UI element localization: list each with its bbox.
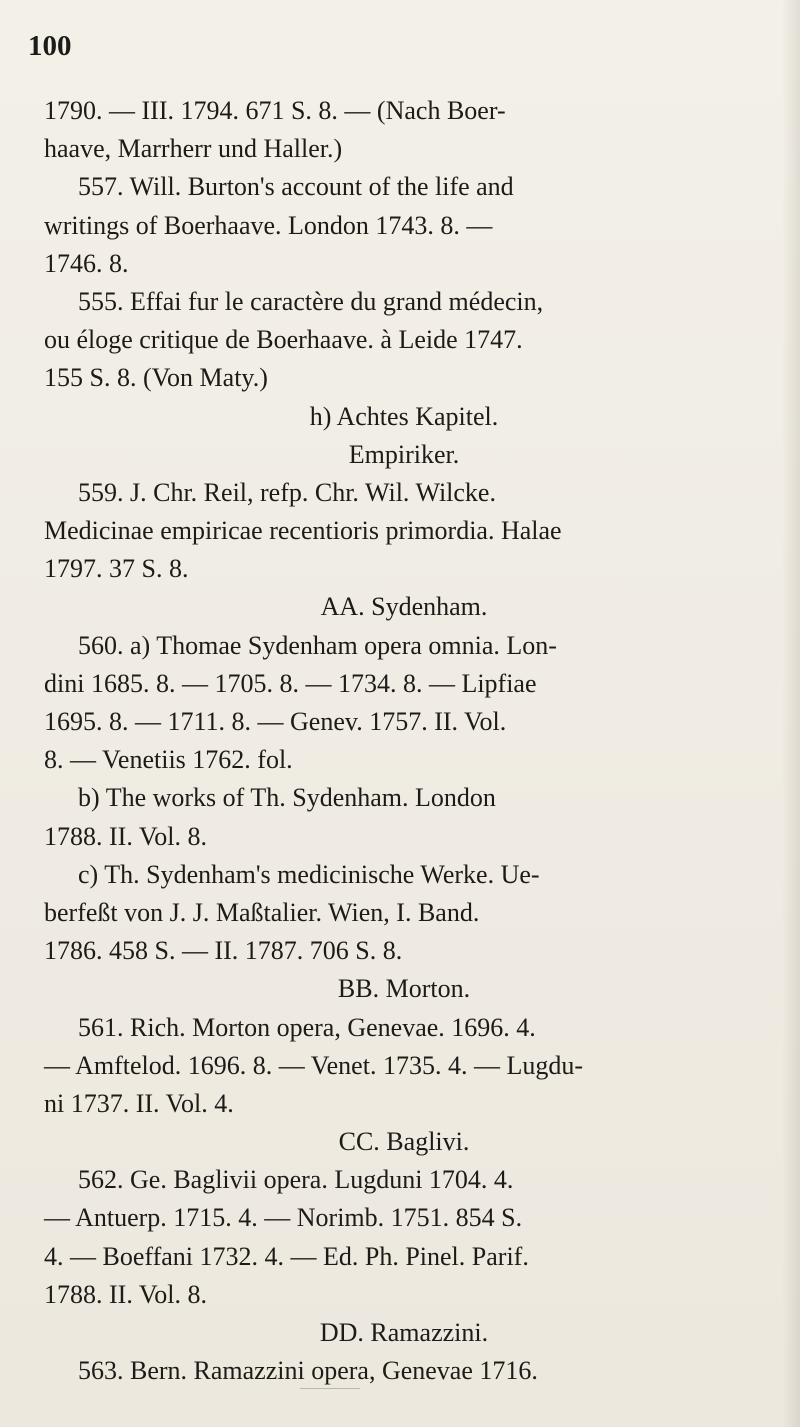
- text-line: haave, Marrherr und Haller.): [44, 134, 343, 164]
- text-line: 1746. 8.: [44, 248, 129, 278]
- text-line: 1788. II. Vol. 8.: [44, 821, 207, 851]
- section-heading: h) Achtes Kapitel.: [309, 401, 499, 431]
- text-line: 557. Will. Burton's account of the life and: [78, 172, 514, 202]
- text-line: Medicinae empiricae recentioris primordia. Halae: [44, 516, 562, 546]
- page-number: 100: [28, 30, 72, 62]
- text-line: 561. Rich. Morton opera, Genevae. 1696. 4.: [78, 1012, 536, 1042]
- text-line: 1788. II. Vol. 8.: [44, 1279, 207, 1309]
- text-line: 1695. 8. — 1711. 8. — Genev. 1757. II. Vol.: [44, 707, 507, 736]
- text-line: ni 1737. II. Vol. 4.: [44, 1088, 234, 1118]
- text-line: 563. Bern. Ramazzini opera, Genevae 1716.: [78, 1356, 538, 1386]
- text-line: c) Th. Sydenham's medicinische Werke. Ue-: [78, 859, 540, 889]
- text-line: ou éloge critique de Boerhaave. à Leide 1747.: [44, 325, 523, 355]
- text-line: 555. Effai fur le caractère du grand médecin,: [78, 286, 544, 316]
- author-heading: CC. Baglivi.: [338, 1127, 470, 1157]
- text-line: 562. Ge. Baglivii opera. Lugduni 1704. 4.: [78, 1165, 514, 1195]
- text-line: — Antuerp. 1715. 4. — Norimb. 1751. 854 S.: [44, 1203, 523, 1233]
- text-line: — Amftelod. 1696. 8. — Venet. 1735. 4. — Lugdu-: [44, 1050, 583, 1080]
- text-line: berfeßt von J. J. Maßtalier. Wien, I. Band.: [44, 897, 480, 927]
- text-line: 1790. — III. 1794. 671 S. 8. — (Nach Boer-: [44, 96, 506, 125]
- text-line: 155 S. 8. (Von Maty.): [44, 363, 268, 393]
- author-heading: BB. Morton.: [337, 974, 471, 1004]
- scan-mark: [300, 1388, 360, 1392]
- text-line: 559. J. Chr. Reil, refp. Chr. Wil. Wilcke.: [78, 477, 496, 507]
- bibliography-text: [44, 92, 764, 1390]
- text-line: 4. — Boeffani 1732. 4. — Ed. Ph. Pinel. Parif.: [44, 1241, 529, 1271]
- text-line: 1786. 458 S. — II. 1787. 706 S. 8.: [44, 936, 403, 966]
- text-line: dini 1685. 8. — 1705. 8. — 1734. 8. — Lipfiae: [44, 668, 537, 698]
- section-subheading: Empiriker.: [348, 439, 460, 469]
- text-line: 1797. 37 S. 8.: [44, 554, 189, 584]
- author-heading: DD. Ramazzini.: [319, 1318, 489, 1347]
- text-line: writings of Boerhaave. London 1743. 8. —: [44, 210, 493, 240]
- text-line: 560. a) Thomae Sydenham opera omnia. Lon-: [78, 630, 557, 660]
- author-heading: AA. Sydenham.: [320, 592, 488, 622]
- text-line: 8. — Venetiis 1762. fol.: [44, 745, 293, 775]
- text-line: b) The works of Th. Sydenham. London: [78, 783, 496, 813]
- page-edge-shadow: [782, 0, 800, 1427]
